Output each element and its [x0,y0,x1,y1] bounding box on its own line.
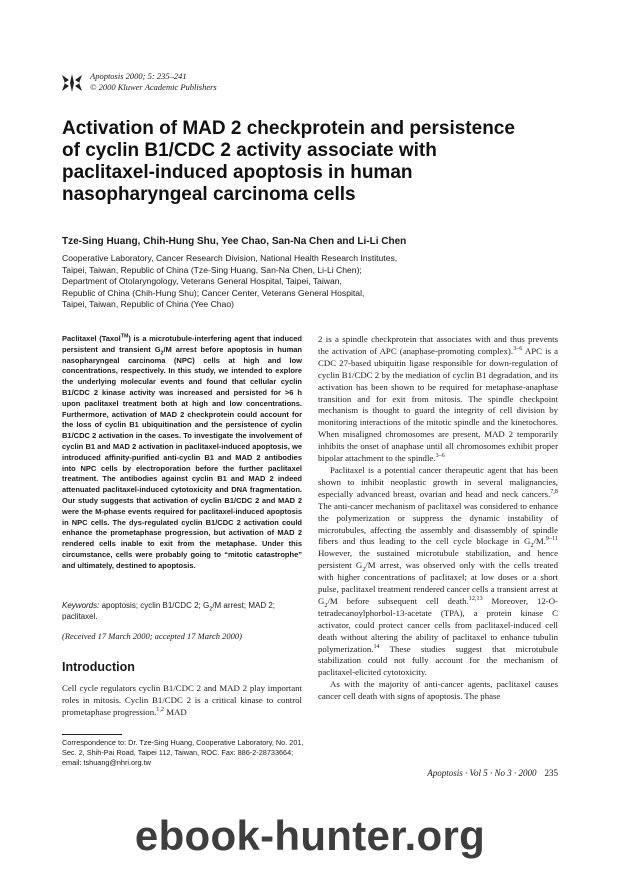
subscript: 2 [362,566,366,573]
body-text: These studies suggest that microtubule stabilization could not fully account for the mechanism of paclitaxel-elicited cytotoxicity. [318,643,558,678]
affiliation-line: Republic of China (Chih-Hung Shu); Cancer Center, Veterans General Hospital, [62,287,365,298]
body-text: Cell cycle regulators cyclin B1/CDC 2 and MAD 2 play important roles in mitosis. Cyclin B1/CDC 2 is a critical kinase to control prometaphase progression. [62,683,302,717]
footer-journal: Apoptosis · Vol 5 · No 3 · 2000 [427,768,537,778]
citation-ref: 14 [373,643,380,650]
body-text: Moreover, 12-O-tetradecanoylphorbol-13-acetate (TPA), a protein kinase C activator, could protect cancer cells from paclitaxel-induced cell death without altering the ability of paclitaxel to enhance tubulin polymerization. [318,595,558,654]
body-text: 2 is a spindle checkprotein that associates with and thus prevents the activation of APC (anaphase-promoting complex). [318,334,558,356]
received-dates: (Received 17 March 2000; accepted 17 March 2000) [62,631,242,641]
affiliation-line: Cooperative Laboratory, Cancer Research Division, National Health Research Institutes, [62,253,398,263]
publisher-logo-icon [60,72,84,94]
subscript: 2 [160,350,164,357]
citation-ref: 12,13 [468,596,483,603]
copyright-notice: © 2000 Kluwer Academic Publishers [90,82,217,92]
footnote-divider [62,734,122,735]
body-text: /M arrest, was observed only with the cells treated with higher concentrations of paclitaxel; at low doses or a short pulse, paclitaxel treatment rendered cancer cells a transient arrest at G [318,560,558,606]
introduction-paragraph [62,683,302,719]
abstract-text: Paclitaxel (Taxol [62,334,121,343]
citation-ref: 7,8 [550,488,558,495]
right-column-text [318,334,558,703]
body-text: /M before subsequent cell death. [327,595,469,606]
affiliation-line: Taipei, Taiwan, Republic of China (Tze-Sing Huang, San-Na Chen, Li-Li Chen); [62,264,362,275]
body-text: The anti-cancer mechanism of paclitaxel was considered to enhance the polymerization or suppress the dynamic instability of microtubules, affecting the assembly and disassembly of spindle fibers and thus leading to the cell cycle blockage in G [318,500,558,547]
body-paragraph: As with the majority of anti-cancer agents, paclitaxel causes cancer cell death with signs of apoptosis. The phase [318,679,558,702]
journal-citation: Apoptosis 2000; 5: 235–241 [90,71,187,81]
keywords [62,600,302,622]
affiliations [62,253,532,311]
body-paragraph [318,465,558,679]
citation-ref: 3–6 [435,453,445,460]
body-text: Paclitaxel is a potential cancer therapeutic agent that has been shown to inhibit neoplastic growth in several malignancies, especially advanced breast, ovarian and head and neck cancers. [318,464,558,499]
subscript: 2 [530,543,534,550]
page-number: 235 [544,768,558,778]
abstract-text: ) is a microtubule-interfering agent that induced persistent and transient G [62,334,302,354]
keywords-text: apoptosis; cyclin B1/CDC 2; G [99,601,210,610]
body-text: APC is a CDC 27-based ubiquitin ligase responsible for down-regulation of cyclin B1/CDC 2 by the mediation of cyclin B1 degradation, and its activation has been shown to be required for metaphase-anaphase transition and for exit from mitosis. The spindle checkpoint mechanism is thought to guard the integrity of cell division by monitoring interactions of the mitotic spindle and the kinetochores. When misaligned chromosomes are present, MAD 2 temporarily inhibits the onset of anaphase until all chromosomes exhibit proper bipolar attachment to the spindle. [318,345,558,464]
citation-ref: 9–11 [545,536,558,543]
body-text: However, the sustained microtubule stabilization, and hence persistent G [318,548,558,571]
body-text: MAD [164,706,187,717]
affiliation-line: Taipei, Taiwan, Republic of China (Yee Chao) [62,299,234,310]
abstract-text: /M arrest before apoptosis in human nasopharyngeal carcinoma (NPC) cells at high and low concentrations, respectively. In this study, we intended to explore the underlying molecular events and found that cellular cyclin B1/CDC 2 kinase activity was increased and persisted for >6 h upon paclitaxel treatment both at high and low concentrations. Furthermore, activation of MAD 2 checkprotein could account for the loss of cyclin B1 ubiquitination and the persistence of cyclin B1/CDC 2 activation in the cases. To investigate the involvement of cyclin B1 and MAD 2 activation in paclitaxel-induced apoptosis, we introduced affinity-purified anti-cyclin B1 and MAD 2 antibodies into NPC cells by electroporation before the further paclitaxel treatment. The antibodies against cyclin B1 and MAD 2 indeed attenuated paclitaxel-induced cytotoxicity and DNA fragmentation. Our study suggests that activation of cyclin B1/CDC 2 and MAD 2 were the M-phase events required for paclitaxel-induced apoptosis in NPC cells. The dys-regulated cyclin B1/CDC 2 activation could enhance the prometaphase progression, but activation of MAD 2 rendered cells inable to exit from the metaphase. Under this circumstance, cells were probably going to “mitotic catastrophe” and ultimately, destined to apoptosis. [62,344,302,570]
page-footer [427,768,558,778]
trademark-superscript: TM [120,333,129,340]
affiliation-line: Department of Otolaryngology, Veterans General Hospital, Taipei, Taiwan, [62,276,342,287]
citation-ref: 3–6 [513,345,523,352]
correspondence-footnote: Correspondence to: Dr. Tze-Sing Huang, Cooperative Laboratory, No. 201, Sec. 2, Shih-Pai Road, Taipei 112, Taiwan, ROC. Fax: 886-2-28733664; email: tshuang@nhri.org.tw [62,738,304,767]
keywords-label: Keywords: [62,601,100,610]
watermark: ebook-hunter.org [134,812,486,859]
keywords-text: /M arrest; MAD 2; paclitaxel. [62,601,275,621]
journal-info [90,71,217,93]
author-list: Tze-Sing Huang, Chih-Hung Shu, Yee Chao, San-Na Chen and Li-Li Chen [62,236,407,247]
subscript: 2 [324,602,328,609]
article-title: Activation of MAD 2 checkprotein and persistence of cyclin B1/CDC 2 activity associate with paclitaxel-induced apoptosis in human nasopharyngeal carcinoma cells [62,118,515,205]
body-paragraph [318,334,558,465]
introduction-heading: Introduction [62,660,135,674]
abstract [62,334,302,572]
citation-ref: 1,2 [156,706,164,713]
subscript: 2 [209,606,213,613]
body-text: /M. [533,536,546,547]
